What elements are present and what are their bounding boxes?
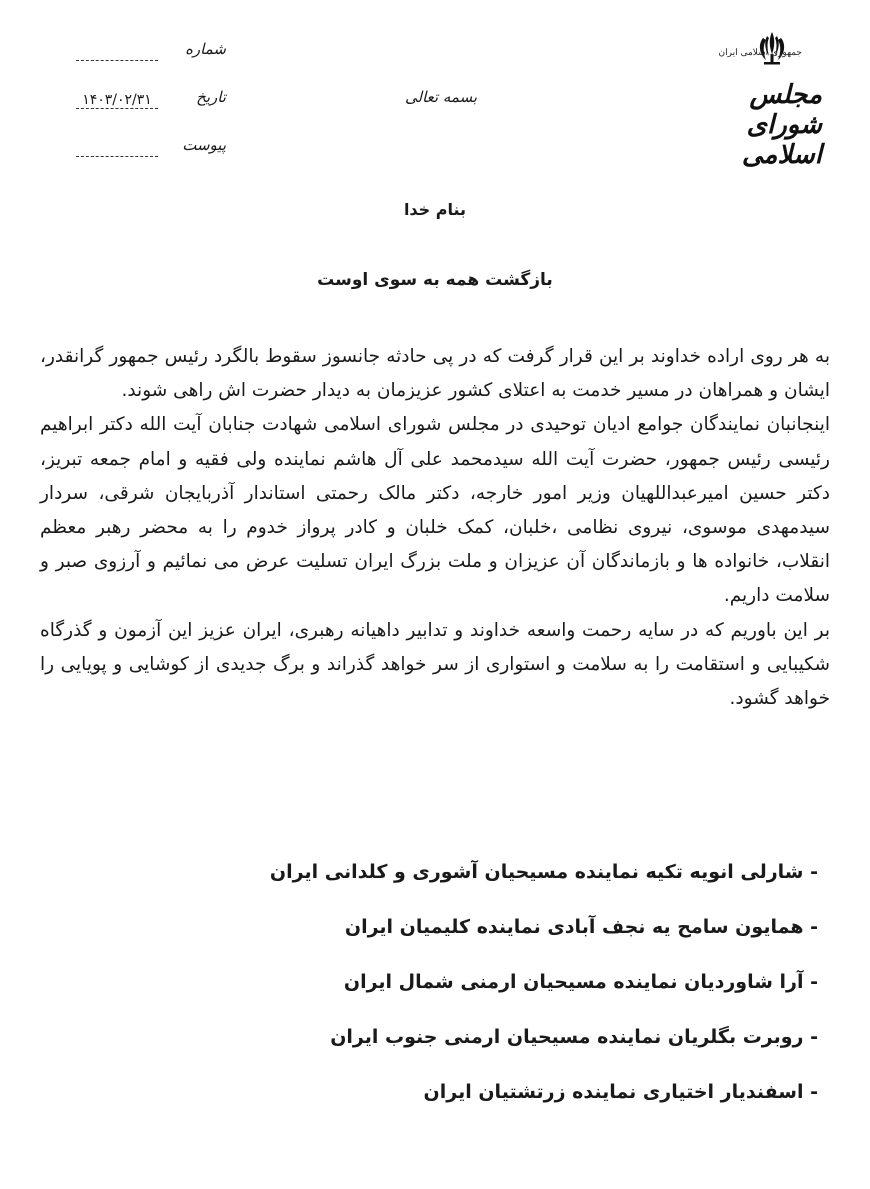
- signatory-item: - آرا شاوردیان نماینده مسیحیان ارمنی شمال ایران: [343, 971, 818, 993]
- number-label: شماره: [185, 40, 226, 58]
- paragraph-2: اینجانبان نمایندگان جوامع ادیان توحیدی در مجلس شورای اسلامی شهادت جنابان آیت الله دکتر ابراهیم رئیسی رئیس جمهور، حضرت آیت الله سیدمحمد علی آل هاشم نماینده ولی فقیه و امام جمعه تبریز، دکتر حسین امیرعبداللهیان وزیر امور خارجه، دکتر مالک رحمتی استاندار آذربایجان شرقی، سردار سیدمهدی موسوی، نیروی نظامی ،خلبان، کمک خلبان و کادر پرواز خدوم را به محضر رهبر معظم انقلاب، خانواده ها و بازماندگان آن عزیزان و ملت بزرگ ایران تسلیت عرض می نمائیم و آرزوی صبر و سلامت داریم.: [40, 414, 830, 607]
- heading-return: بازگشت همه به سوی اوست: [317, 270, 553, 290]
- date-label: تاریخ: [196, 88, 226, 106]
- date-value: ۱۴۰۳/۰۲/۳۱: [76, 92, 158, 109]
- bismillah-top: بسمه تعالی: [405, 88, 478, 106]
- signatory-item: - اسفندیار اختیاری نماینده زرتشتیان ایران: [423, 1081, 818, 1103]
- letterhead-title: مجلس شورای اسلامی: [741, 80, 822, 170]
- paragraph-3: بر این باوریم که در سایه رحمت واسعه خداوند و تدابیر داهیانه رهبری، ایران عزیز این آزمون و گذرگاه شکیبایی و استقامت را به سلامت و استواری از سر خواهد گذراند و برگ جدیدی از کوشایی و پویایی را خواهد گشود.: [40, 619, 830, 710]
- meta-attachment-row: [76, 136, 226, 184]
- heading-god: بنام خدا: [403, 200, 467, 219]
- paragraph-1: به هر روی اراده خداوند بر این قرار گرفت که در پی حادثه جانسوز سقوط بالگرد رئیس جمهور گرانقدر، ایشان و همراهان در مسیر خدمت به اعتلای کشور عزیزمان به دیدار حضرت اش راهی شوند.: [40, 346, 830, 402]
- number-value: [76, 44, 158, 61]
- letterhead-caption: جمهوری اسلامی ایران: [718, 48, 802, 58]
- signatory-item: - شارلی انویه تکیه نماینده مسیحیان آشوری و کلدانی ایران: [269, 861, 818, 883]
- attachment-label: پیوست: [182, 136, 226, 154]
- attachment-value: [76, 140, 158, 157]
- meta-number-row: [76, 40, 226, 88]
- signatory-item: - همایون سامح یه نجف آبادی نماینده کلیمیان ایران: [344, 916, 818, 938]
- letter-body: [40, 340, 830, 716]
- meta-date-row: [76, 88, 226, 136]
- signatories-list: [168, 852, 818, 1127]
- letter-meta: [76, 40, 226, 184]
- signatory-item: - روبرت بگلریان نماینده مسیحیان ارمنی جنوب ایران: [330, 1026, 818, 1048]
